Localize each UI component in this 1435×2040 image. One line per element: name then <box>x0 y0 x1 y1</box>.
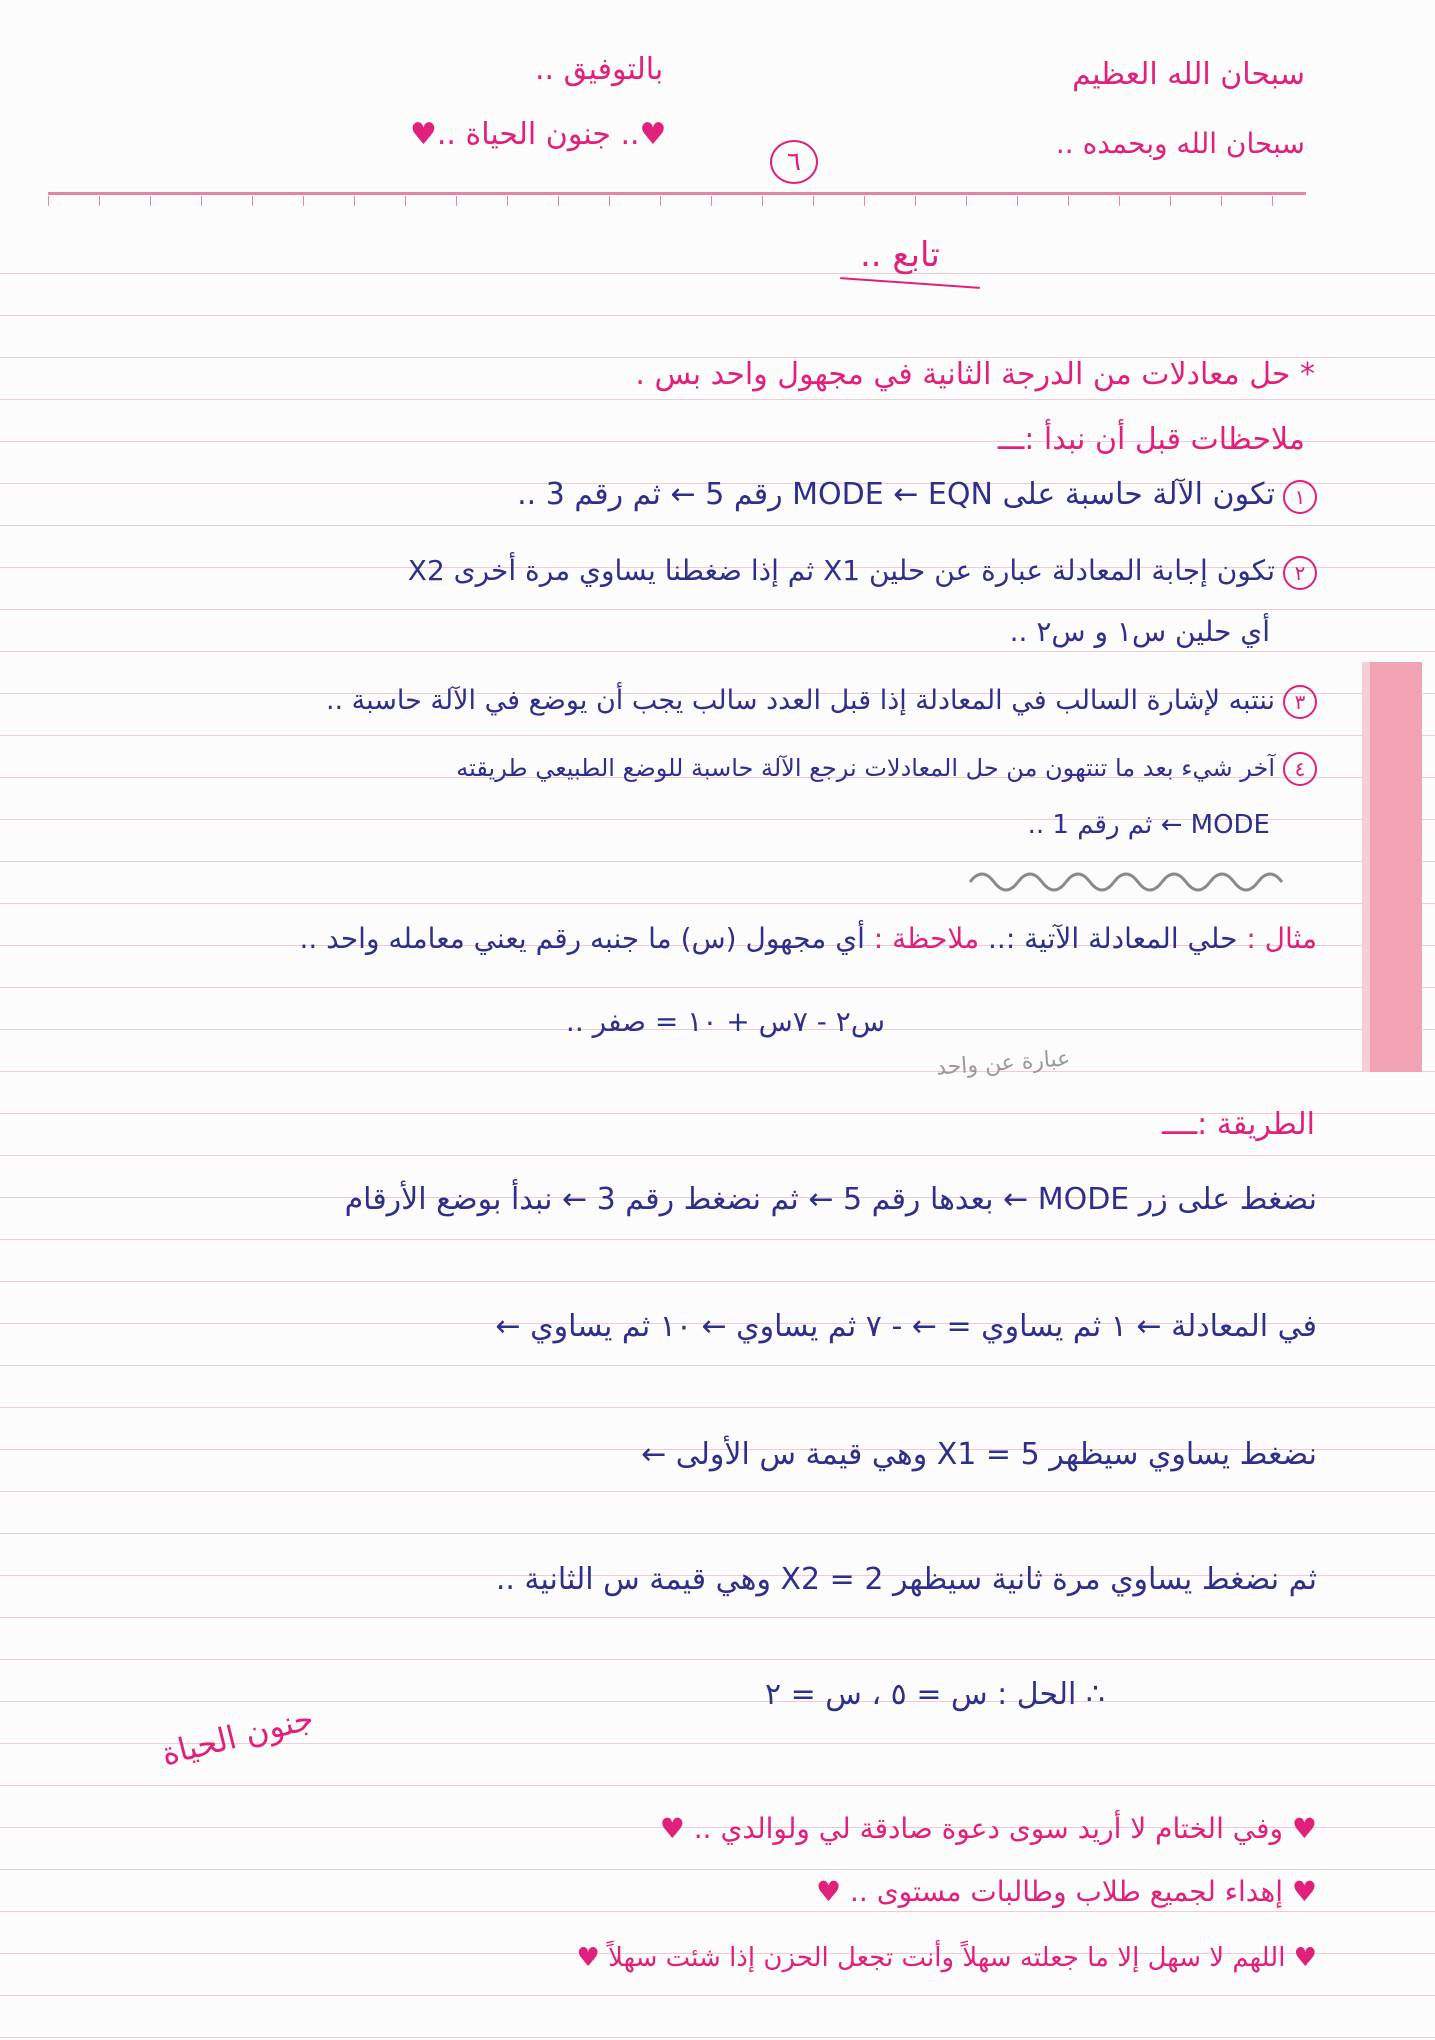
side-tab <box>1370 662 1422 1072</box>
method-step-4: ثم نضغط يساوي مرة ثانية سيظهر X2 = 2 وهي قيمة س الثانية .. <box>495 1562 1317 1597</box>
note-item-3 <box>326 685 1317 719</box>
solution: ∴ الحل : س = ٥ ، س = ٢ <box>764 1677 1105 1712</box>
header-area <box>0 0 1435 200</box>
note-item-2 <box>408 556 1317 590</box>
signature: جنون الحياة <box>157 1698 318 1774</box>
side-tab-shadow <box>1362 662 1370 1072</box>
closing-line-2: ♥ إهداء لجميع طلاب وطالبات مستوى .. ♥ <box>815 1875 1317 1908</box>
header-divider <box>48 192 1306 195</box>
closing-line-3: ♥ اللهم لا سهل إلا ما جعلته سهلاً وأنت تجعل الحزن إذا شئت سهلاً ♥ <box>576 1943 1317 1973</box>
example-equation: س٢ - ٧س + ١٠ = صفر .. <box>565 1005 885 1038</box>
closing-line-1: ♥ وفي الختام لا أريد سوى دعوة صادقة لي ولوالدي .. ♥ <box>659 1812 1317 1845</box>
method-heading: الطريقة :ــــ <box>1161 1107 1315 1142</box>
header-right-line2: سبحان الله وبحمده .. <box>1055 127 1305 160</box>
note-item-4 <box>456 752 1317 786</box>
note-number-3: ٣ <box>1283 685 1317 719</box>
example-note-text: أي مجهول (س) ما جنبه رقم يعني معامله واحد .. <box>299 922 865 955</box>
note-item-1 <box>517 477 1317 514</box>
note-text-4b: MODE ← ثم رقم 1 .. <box>1027 810 1270 840</box>
note-text-2: تكون إجابة المعادلة عبارة عن حلين X1 ثم إذا ضغطنا يساوي مرة أخرى X2 <box>407 554 1275 587</box>
example-line <box>299 922 1317 955</box>
header-right-line1: سبحان الله العظيم <box>1072 57 1305 92</box>
note-number-2: ٢ <box>1283 556 1317 590</box>
wavy-divider <box>960 860 1310 900</box>
note-item-2b <box>1009 615 1270 648</box>
page-title: تابع .. <box>860 235 940 275</box>
note-text-4: آخر شيء بعد ما تنتهون من حل المعادلات نرجع الآلة حاسبة للوضع الطبيعي طريقته <box>456 754 1275 782</box>
section-heading: * حل معادلات من الدرجة الثانية في مجهول واحد بس . <box>635 357 1315 392</box>
method-step-3: نضغط يساوي سيظهر X1 = 5 وهي قيمة س الأولى ← <box>641 1437 1317 1472</box>
example-text: حلي المعادلة الآتية :.. <box>988 922 1238 955</box>
method-step-2: في المعادلة ← ١ ثم يساوي = ← - ٧ ثم يساوي ← ١٠ ثم يساوي ← <box>495 1309 1317 1344</box>
header-left-line2: ♥.. جنون الحياة ..♥ <box>410 117 667 152</box>
header-left-line1: بالتوفيق .. <box>535 52 664 87</box>
example-annotation: عبارة عن واحد <box>934 1046 1071 1081</box>
header-ticks <box>48 196 1306 206</box>
example-label: مثال : <box>1246 922 1317 955</box>
note-number-4: ٤ <box>1283 752 1317 786</box>
page-number: ٦ <box>770 140 818 184</box>
note-number-1: ١ <box>1283 480 1317 514</box>
note-text-2b: أي حلين س١ و س٢ .. <box>1009 615 1270 648</box>
notes-heading: ملاحظات قبل أن نبدأ :ـــ <box>997 422 1305 457</box>
note-item-4b <box>1028 812 1270 838</box>
note-text-3: ننتبه لإشارة السالب في المعادلة إذا قبل العدد سالب يجب أن يوضع في الآلة حاسبة .. <box>325 685 1275 716</box>
method-step-1: نضغط على زر MODE ← بعدها رقم 5 ← ثم نضغط رقم 3 ← نبدأ بوضع الأرقام <box>344 1182 1317 1217</box>
example-note-label: ملاحظة : <box>873 922 980 955</box>
note-text-1: تكون الآلة حاسبة على MODE ← EQN رقم 5 ← ثم رقم 3 .. <box>517 477 1275 512</box>
